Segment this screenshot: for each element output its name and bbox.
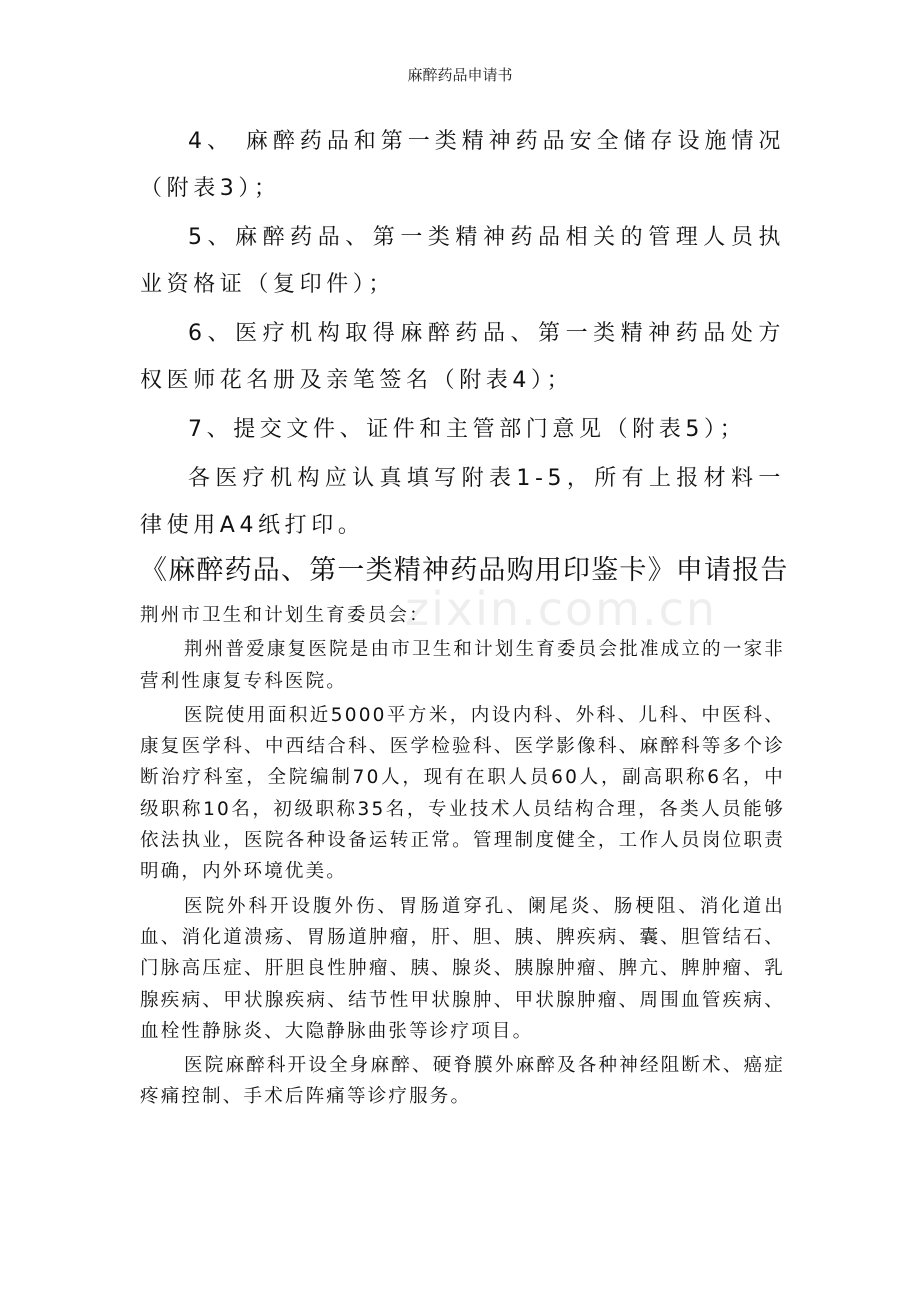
running-header: 麻醉药品申请书	[407, 66, 513, 84]
list-note: 各医疗机构应认真填写附表1-5，所有上报材料一律使用A4纸打印。	[140, 466, 785, 538]
report-title: 《麻醉药品、第一类精神药品购用印鉴卡》申请报告	[140, 555, 789, 586]
list-item-7: 7、提交文件、证件和主管部门意见（附表5）；	[188, 417, 747, 442]
paragraph-facilities: 医院使用面积近5000平方米，内设内科、外科、儿科、中医科、康复医学科、中西结合科、医学检验科、医学影像科、麻醉科等多个诊断治疗科室，全院编制70人，现有在职人员60人，副高职称6名，中级职称10名，初级职称35名，专业技术人员结构合理，各类人员能够依法执业，医院各种设备运转正常。管理制度健全，工作人员岗位职责明确，内外环境优美。	[140, 704, 785, 883]
paragraph-anesthesia: 医院麻醉科开设全身麻醉、硬脊膜外麻醉及各种神经阻断术、癌症疼痛控制、手术后阵痛等诊疗服务。	[140, 1055, 785, 1108]
paragraph-intro: 荆州普爱康复医院是由市卫生和计划生育委员会批准成立的一家非营利性康复专科医院。	[140, 639, 785, 692]
submission-list	[140, 118, 785, 551]
report-body	[140, 600, 785, 1116]
list-item-4: 4、 麻醉药品和第一类精神药品安全储存设施情况（附表3）；	[140, 129, 785, 201]
paragraph-surgery: 医院外科开设腹外伤、胃肠道穿孔、阑尾炎、肠梗阻、消化道出血、消化道溃疡、胃肠道肿瘤，肝、胆、胰、脾疾病、囊、胆管结石、门脉高压症、肝胆良性肿瘤、胰、腺炎、胰腺肿瘤、脾亢、脾肿瘤、乳腺疾病、甲状腺疾病、结节性甲状腺肿、甲状腺肿瘤、周围血管疾病、血栓性静脉炎、大隐静脉曲张等诊疗项目。	[140, 895, 785, 1042]
watermark-text: zixin.com.cn	[405, 582, 718, 636]
addressee: 荆州市卫生和计划生育委员会：	[140, 605, 430, 626]
list-item-5: 5、麻醉药品、第一类精神药品相关的管理人员执业资格证（复印件）；	[140, 225, 785, 297]
list-item-6: 6、医疗机构取得麻醉药品、第一类精神药品处方权医师花名册及亲笔签名（附表4）；	[140, 321, 785, 393]
